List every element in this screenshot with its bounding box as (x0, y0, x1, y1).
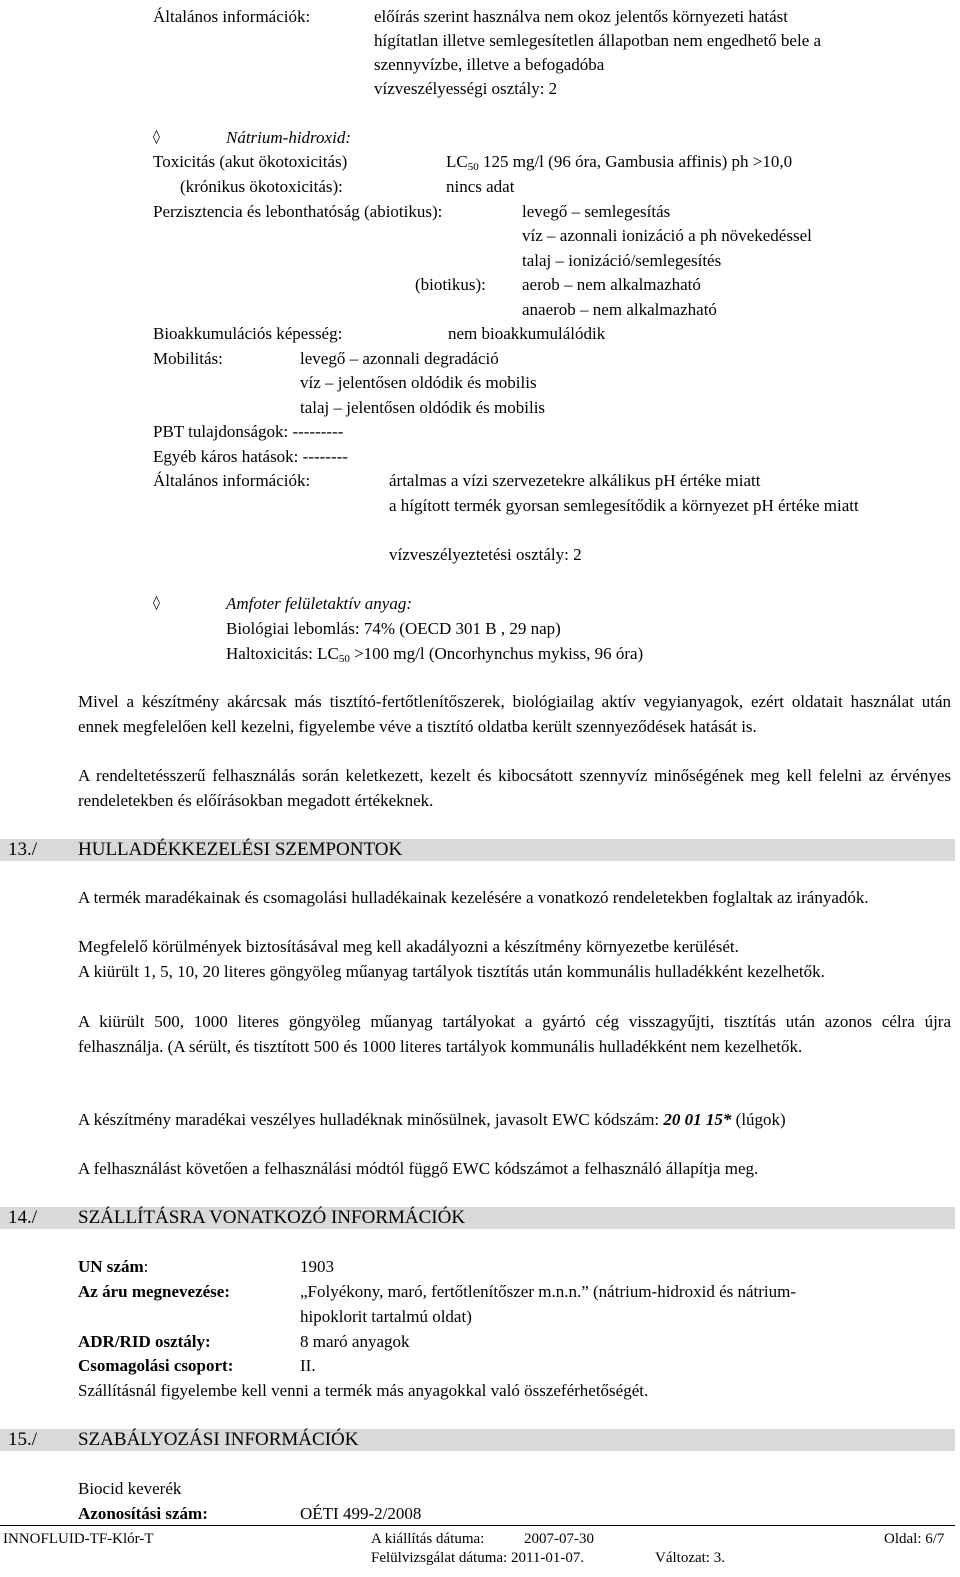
paragraph: Megfelelő körülmények biztosításával meg kell akadályozni a készítmény környezetbe kerülését. (78, 937, 739, 956)
mobility-water: víz – jelentősen oldódik és mobilis (300, 373, 537, 392)
un-number-label: UN szám: (78, 1257, 149, 1276)
section-title: SZÁLLÍTÁSRA VONATKOZÓ INFORMÁCIÓK (78, 1207, 466, 1228)
diamond-bullet-icon: ◊ (153, 129, 160, 145)
goods-name-label: Az áru megnevezése: (78, 1282, 230, 1301)
section-title: SZABÁLYOZÁSI INFORMÁCIÓK (78, 1429, 359, 1450)
section-header-14 (0, 1207, 955, 1229)
substance-title: Nátrium-hidroxid: (226, 128, 351, 147)
section-number: 15./ (8, 1429, 38, 1450)
ewc-paragraph: A készítmény maradékai veszélyes hulladéknak minősülnek, javasolt EWC kódszám: 20 01 15* (lúgok) (78, 1110, 786, 1129)
footer-page-number: Oldal: 6/7 (884, 1531, 945, 1547)
chronic-toxicity-value: nincs adat (446, 177, 515, 196)
general-info-line: hígítatlan illetve semlegesítetlen állapotban nem engedhető bele a (374, 31, 822, 50)
general-info-line: előírás szerint használva nem okoz jelentős környezeti hatást (374, 7, 788, 26)
general-info-line: vízveszélyeztetési osztály: 2 (389, 545, 582, 564)
biocide-mixture: Biocid keverék (78, 1479, 182, 1498)
bioaccumulation-label: Bioakkumulációs képesség: (153, 324, 343, 343)
footer-revision-date: Felülvizsgálat dátuma: 2011-01-07. (371, 1550, 585, 1566)
biotic-anaerob: anaerob – nem alkalmazható (522, 300, 717, 319)
bioaccumulation-value: nem bioakkumulálódik (448, 324, 606, 343)
fish-toxicity: Haltoxicitás: $LC_{50} >100$ mg/l (Oncorhynchus mykiss, 96 óra) (226, 644, 644, 665)
footer-divider (0, 1525, 955, 1526)
id-number-value: OÉTI 499-2/2008 (300, 1504, 422, 1523)
goods-name-value: hipoklorit tartalmú oldat) (300, 1307, 472, 1326)
other-adverse-effects: Egyéb káros hatások: -------- (153, 447, 348, 466)
general-info-label: Általános információk: (153, 7, 311, 26)
packing-group-label: Csomagolási csoport: (78, 1356, 234, 1375)
general-info-label: Általános információk: (153, 471, 311, 490)
mobility-soil: talaj – jelentősen oldódik és mobilis (300, 398, 546, 417)
biotic-aerob: aerob – nem alkalmazható (522, 275, 701, 294)
mobility-label: Mobilitás: (153, 349, 223, 368)
paragraph: A kiürült 1, 5, 10, 20 literes göngyöleg műanyag tartályok tisztítás után kommunális hulladékként kezelhetők. (78, 962, 825, 981)
section-number: 14./ (8, 1207, 38, 1228)
general-info-line: szennyvízbe, illetve a befogadóba (374, 55, 605, 74)
paragraph: Mivel a készítmény akárcsak más tisztító-fertőtlenítőszerek, biológiailag aktív vegyianyagok, ezért oldatait használat után ennek megfelelően kell kezelni, figyelembe véve a tisztító oldatba került szennyeződések hatását is. (78, 692, 951, 736)
packing-group-value: II. (300, 1356, 316, 1375)
id-number-label: Azonosítási szám: (78, 1504, 208, 1523)
general-info-line: ártalmas a vízi szervezetekre alkálikus pH értéke miatt (389, 471, 761, 490)
general-info-line: vízveszélyességi osztály: 2 (374, 79, 558, 98)
transport-note: Szállításnál figyelembe kell venni a termék más anyagokkal való összeférhetőségét. (78, 1381, 649, 1400)
adr-class-value: 8 maró anyagok (300, 1332, 410, 1351)
footer-issue-label: A kiállítás dátuma: (371, 1531, 485, 1547)
ewc-code: 20 01 15* (663, 1110, 732, 1129)
paragraph: A kiürült 500, 1000 literes göngyöleg műanyag tartályokat a gyártó cég visszagyűjti, tisztítás után azonos célra újra felhasználja. (A sérült, és tisztított 500 és 1000 literes tartályok kommunális hulladékként nem kezelhetők. (78, 1012, 951, 1056)
persistence-label: Perzisztencia és lebonthatóság (abiotikus): (153, 202, 443, 221)
biotic-label: (biotikus): (415, 275, 486, 294)
diamond-bullet-icon: ◊ (153, 595, 160, 611)
persistence-soil: talaj – ionizáció/semlegesítés (522, 251, 722, 270)
paragraph: A rendeltetésszerű felhasználás során keletkezett, kezelt és kibocsátott szennyvíz minőségének meg kell felelni az érvényes rendeletekben és előírásokban megadott értékeknek. (78, 766, 951, 810)
paragraph: A termék maradékainak és csomagolási hulladékainak kezelésére a vonatkozó rendeletekben foglaltak az irányadók. (78, 888, 869, 907)
acute-toxicity-label: Toxicitás (akut ökotoxicitás) (153, 152, 348, 171)
paragraph: A felhasználást követően a felhasználási módtól függő EWC kódszámot a felhasználó állapítja meg. (78, 1159, 759, 1178)
substance-title: Amfoter felületaktív anyag: (226, 594, 412, 613)
un-number-value: 1903 (300, 1257, 334, 1276)
section-title: HULLADÉKKEZELÉSI SZEMPONTOK (78, 839, 403, 860)
persistence-water: víz – azonnali ionizáció a ph növekedéssel (522, 226, 812, 245)
adr-class-label: ADR/RID osztály: (78, 1332, 211, 1351)
biodegradation: Biológiai lebomlás: 74% (OECD 301 B , 29 nap) (226, 619, 561, 638)
general-info-line: a hígított termék gyorsan semlegesítődik a környezet pH értéke miatt (389, 496, 859, 515)
acute-toxicity-value: $LC_{50}$ 125 mg/l (96 óra, Gambusia affinis) ph >10,0 (446, 152, 793, 173)
section-header-13 (0, 839, 955, 861)
section-number: 13./ (8, 839, 38, 860)
mobility-air: levegő – azonnali degradáció (300, 349, 499, 368)
footer-document-id: INNOFLUID-TF-Klór-T (3, 1531, 154, 1547)
persistence-air: levegő – semlegesítás (522, 202, 671, 221)
footer-issue-date: 2007-07-30 (524, 1531, 594, 1547)
section-header-15 (0, 1429, 955, 1451)
goods-name-value: „Folyékony, maró, fertőtlenítőszer m.n.n.” (nátrium-hidroxid és nátrium- (300, 1282, 797, 1301)
footer-version: Változat: 3. (655, 1550, 725, 1566)
chronic-toxicity-label: (krónikus ökotoxicitás): (180, 177, 343, 196)
pbt-properties: PBT tulajdonságok: --------- (153, 422, 344, 441)
